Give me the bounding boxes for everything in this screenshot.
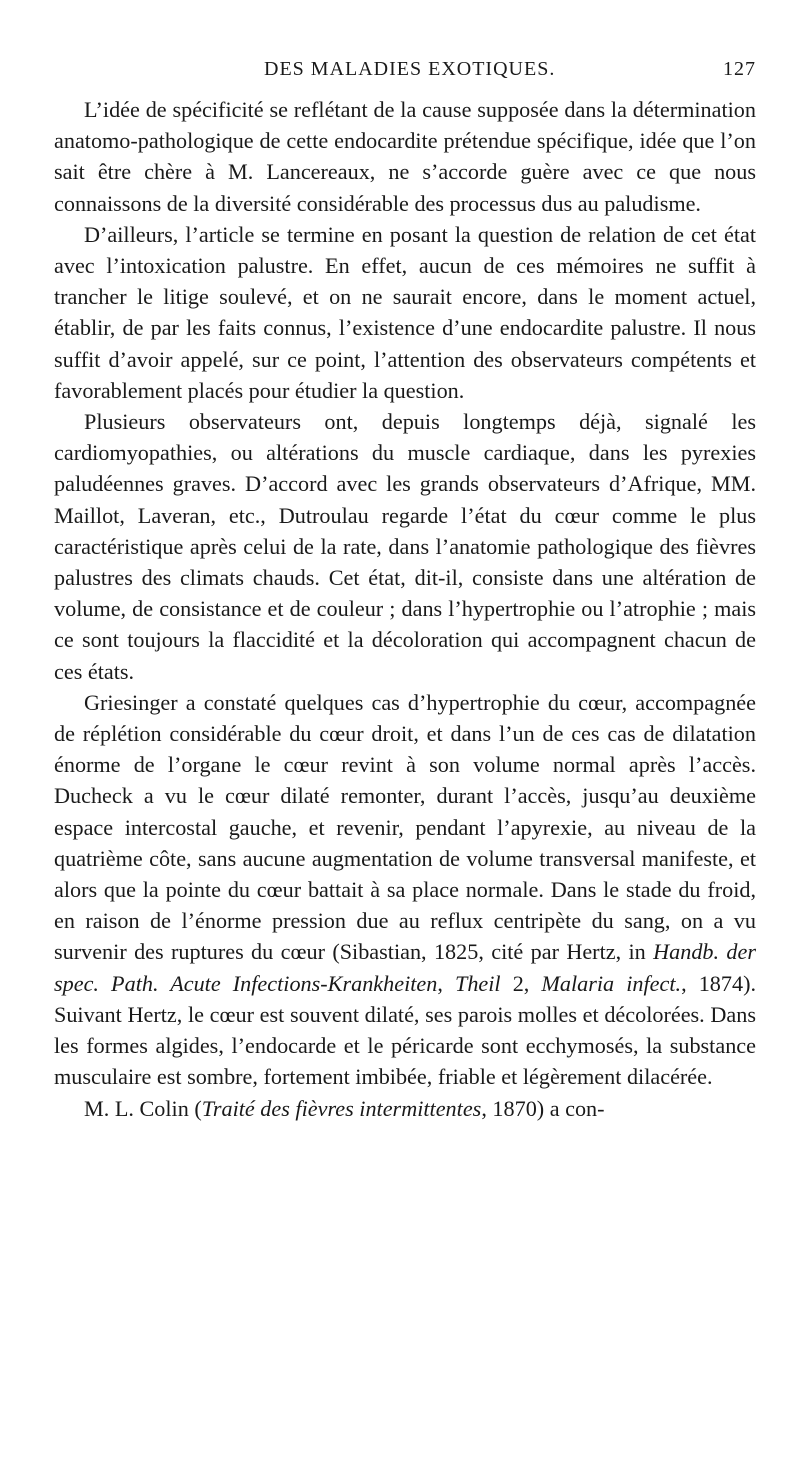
paragraph-text: Plusieurs observateurs ont, depuis longtemps déjà, signalé les cardiomyopathies, ou altérations du muscle cardiaque, dans les pyrexies paludéennes graves. D’accord avec les grands observateurs d’Afrique, MM. Maillot, Laveran, etc., Dutroulau regarde l’état du cœur comme le plus caractéristique après celui de la rate, dans l’anatomie pathologique des fièvres palustres des climats chauds. Cet état, dit-il, consiste dans une altération de volume, de consistance et de couleur ; dans l’hypertrophie ou l’atrophie ; mais ce sont toujours la flaccidité et la décoloration qui accompagnent chacun de ces états. — [54, 409, 756, 684]
book-page — [54, 58, 756, 1124]
paragraph-text: D’ailleurs, l’article se termine en posant la question de relation de cet état avec l’intoxication palustre. En effet, aucun de ces mémoires ne suffit à trancher le litige soulevé, et on ne saurait encore, dans le moment actuel, établir, de par les faits connus, l’existence d’une endocardite palustre. Il nous suffit d’avoir appelé, sur ce point, l’attention des observateurs compétents et favorablement placés pour étudier la question. — [54, 221, 756, 403]
running-title: DES MALADIES EXOTIQUES. — [264, 58, 556, 80]
paragraph-text: , 1870) a con- — [481, 1095, 605, 1121]
paragraph — [54, 406, 756, 687]
paragraph — [54, 94, 756, 219]
body-text — [54, 94, 756, 1124]
italic-citation: Traité des fièvres intermittentes — [201, 1095, 482, 1121]
paragraph-text: 2, — [500, 970, 542, 996]
paragraph-text: M. L. Colin ( — [84, 1095, 202, 1121]
page-number: 127 — [723, 58, 756, 80]
italic-citation: Theil — [454, 970, 501, 996]
italic-citation: Malaria infect. — [541, 970, 682, 996]
paragraph-text: , — [437, 970, 455, 996]
italic-citation: Handb. der spec. Path. Acute Infections-Krankheiten — [54, 939, 756, 996]
paragraph-text: , 1874). Suivant Hertz, le cœur est souvent dilaté, ses parois molles et décolorées. Dans les formes algides, l’endocarde et le péricarde sont ecchymosés, la substance musculaire est sombre, fortement imbibée, friable et légèrement dilacérée. — [54, 970, 757, 1090]
paragraph-text: Griesinger a constaté quelques cas d’hypertrophie du cœur, accompagnée de réplétion considérable du cœur droit, et dans l’un de ces cas de dilatation énorme de l’organe le cœur revint à son volume normal après l’accès. Ducheck a vu le cœur dilaté remonter, durant l’accès, jusqu’au deuxième espace intercostal gauche, et revenir, pendant l’apyrexie, au niveau de la quatrième côte, sans aucune augmentation de volume transversal manifeste, et alors que la pointe du cœur battait à sa place normale. Dans le stade du froid, en raison de l’énorme pression due au reflux centripète du sang, on a vu survenir des ruptures du cœur (Sibastian, 1825, cité par Hertz, in — [54, 689, 756, 965]
paragraph-text: L’idée de spécificité se reflétant de la cause supposée dans la détermination anatomo-pathologique de cette endocardite prétendue spécifique, idée que l’on sait être chère à M. Lancereaux, ne s’accorde guère avec ce que nous connaissons de la diversité considérable des processus dus au paludisme. — [54, 97, 756, 216]
paragraph — [54, 687, 756, 1093]
paragraph — [54, 219, 756, 406]
paragraph — [54, 1093, 756, 1124]
running-head — [54, 58, 756, 94]
